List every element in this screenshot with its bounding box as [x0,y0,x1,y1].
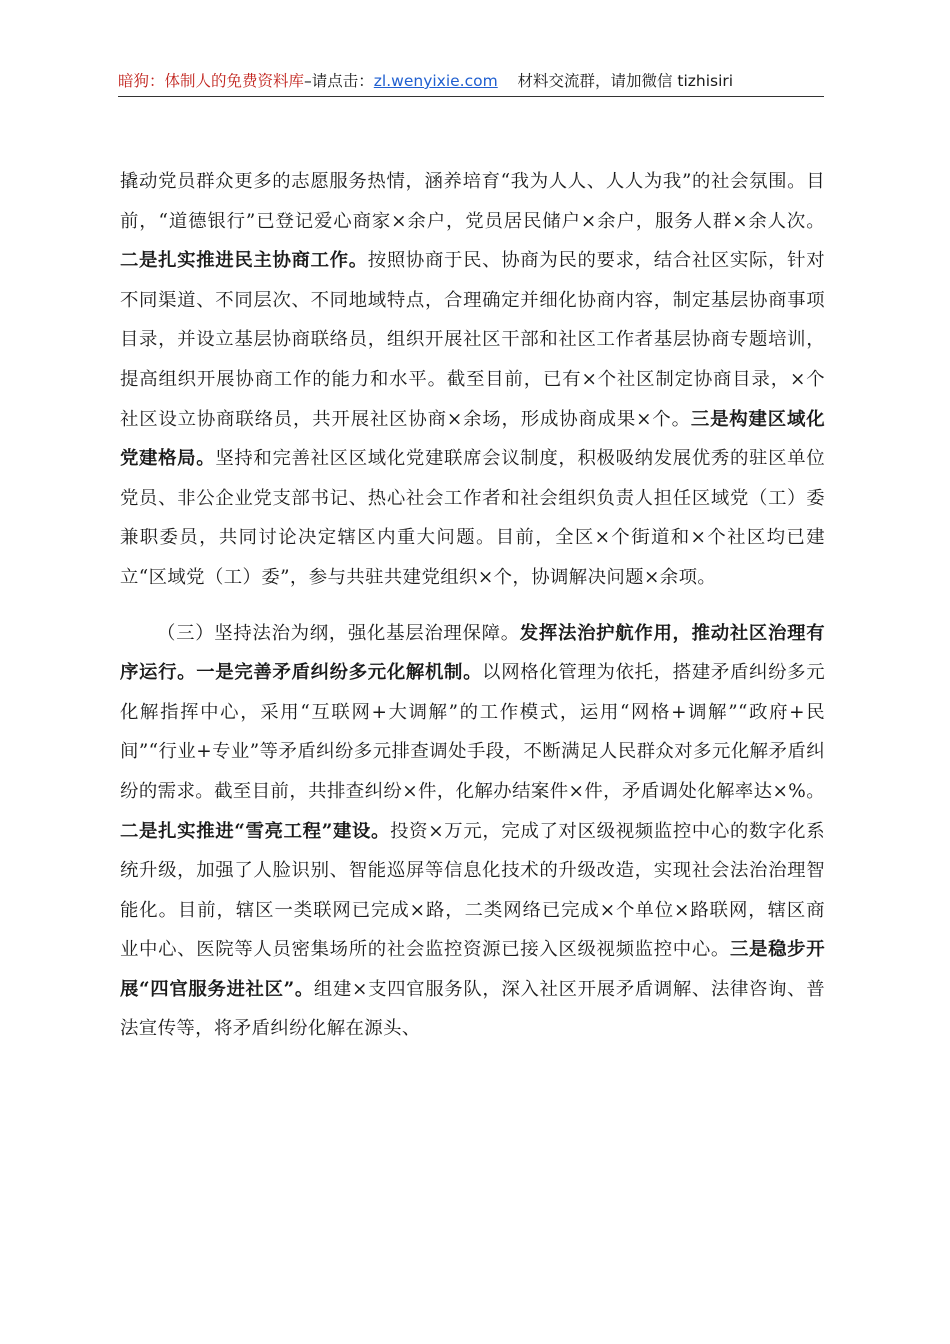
header-prompt: –请点击： [304,72,374,90]
section-heading-run: （三）坚持法治为纲，强化基层治理保障。 [157,622,520,644]
bold-heading-run: 三是构建区域化党建格局。 [120,408,825,470]
page-header [118,68,824,96]
bold-heading-run: 二是扎实推进“雪亮工程”建设。 [120,820,391,842]
text-run: 投资×万元，完成了对区级视频监控中心的数字化系统升级，加强了人脸识别、智能巡屏等信息化技术的升级改造，实现社会法治治理智能化。目前，辖区一类联网已完成×路，二类网络已完成×个单位×路联网，辖区商业中心、医院等人员密集场所的社会监控资源已接入区级视频监控中心。 [120,820,825,961]
text-run: 按照协商于民、协商为民的要求，结合社区实际，针对不同渠道、不同层次、不同地域特点，合理确定并细化协商内容，制定基层协商事项目录，并设立基层协商联络员，组织开展社区干部和社区工作者基层协商专题培训，提高组织开展协商工作的能力和水平。截至目前，已有×个社区制定协商目录，×个社区设立协商联络员，共开展社区协商×余场，形成协商成果×个。 [120,250,825,430]
bold-heading-run: 发挥法治护航作用，推动社区治理有序运行。一是完善矛盾纠纷多元化解机制。 [120,622,825,684]
bold-heading-run: 三是稳步开展“四官服务进社区”。 [120,939,825,1000]
document-body [120,162,825,1049]
header-url-link[interactable]: zl.wenyixie.com [373,72,498,90]
body-paragraph-1 [120,162,825,598]
text-run: 以网格化管理为依托，搭建矛盾纠纷多元化解指挥中心，采用“互联网+大调解”的工作模式，运用“网格+调解”“政府+民间”“行业+专业”等矛盾纠纷多元排查调处手段，不断满足人民群众对多元化解矛盾纠纷的需求。截至目前，共排查纠纷×件，化解办结案件×件，矛盾调处化解率达×%。 [120,662,826,802]
header-spacer [498,72,518,90]
header-divider [118,96,824,97]
text-run: 撬动党员群众更多的志愿服务热情，涵养培育“我为人人、人人为我”的社会氛围。目前，“道德银行”已登记爱心商家×余户，党员居民储户×余户，服务人群×余人次。 [120,171,825,232]
text-run: 坚持和完善社区区域化党建联席会议制度，积极吸纳发展优秀的驻区单位党员、非公企业党支部书记、热心社会工作者和社会组织负责人担任区域党（工）委兼职委员，共同讨论决定辖区内重大问题。目前，全区×个街道和×个社区均已建立“区域党（工）委”，参与共驻共建党组织×个，协调解决问题×余项。 [120,448,825,588]
header-contact: 材料交流群，请加微信 tizhisiri [517,72,734,90]
header-brand: 暗狗：体制人的免费资料库 [118,72,305,90]
body-paragraph-2 [120,614,825,1050]
bold-heading-run: 二是扎实推进民主协商工作。 [120,250,368,272]
text-run: 组建×支四官服务队，深入社区开展矛盾调解、法律咨询、普法宣传等，将矛盾纠纷化解在源头、 [120,978,825,1040]
